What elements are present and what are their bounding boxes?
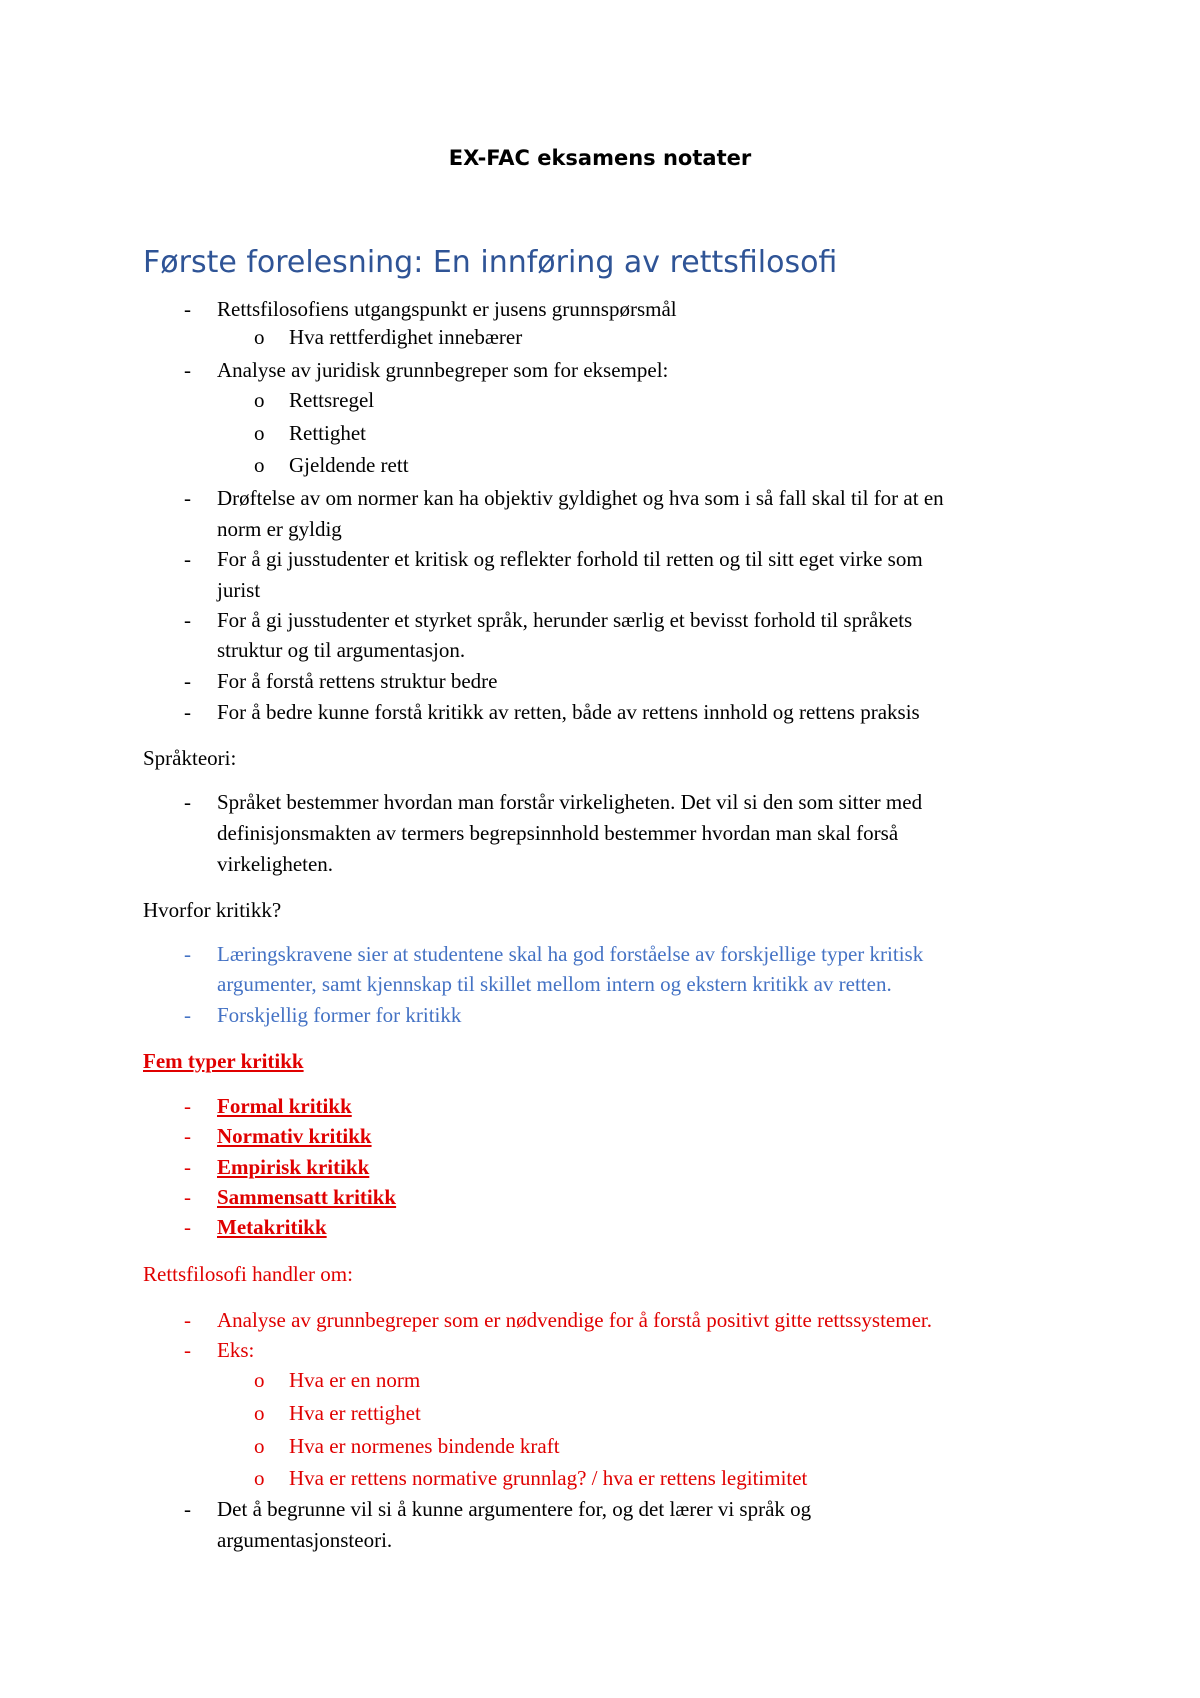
sub-list-item: Gjeldende rett [289, 453, 409, 477]
list-item: For å forstå rettens struktur bedre [217, 669, 498, 693]
kritikk-type-item: Metakritikk [217, 1215, 327, 1239]
list-item-continuation: struktur og til argumentasjon. [217, 638, 466, 662]
sub-bullet-circle: o [254, 1466, 265, 1490]
list-item-continuation: argumentasjonsteori. [217, 1528, 393, 1552]
bullet-dash: - [184, 297, 191, 321]
list-item-continuation: argumenter, samt kjennskap til skillet mellom intern og ekstern kritikk av retten. [217, 972, 892, 996]
sub-bullet-circle: o [254, 325, 265, 349]
sub-bullet-circle: o [254, 453, 265, 477]
list-item: Det å begrunne vil si å kunne argumentere for, og det lærer vi språk og [217, 1497, 812, 1521]
sub-list-item: Hva er rettighet [289, 1401, 421, 1425]
kritikk-type-item: Empirisk kritikk [217, 1155, 370, 1179]
sub-list-item: Hva rettferdighet innebærer [289, 325, 523, 349]
bullet-dash: - [184, 608, 191, 632]
bullet-dash: - [184, 486, 191, 510]
sub-bullet-circle: o [254, 1368, 265, 1392]
list-item-continuation: norm er gyldig [217, 517, 342, 541]
list-item: Læringskravene sier at studentene skal ha god forståelse av forskjellige typer kritisk [217, 942, 924, 966]
bullet-dash: - [184, 700, 191, 724]
list-item-continuation: definisjonsmakten av termers begrepsinnhold bestemmer hvordan man skal forså [217, 821, 899, 845]
list-item: For å gi jusstudenter et kritisk og reflekter forhold til retten og til sitt eget virke som [217, 547, 923, 571]
document-title: EX-FAC eksamens notater [448, 146, 752, 170]
kritikk-type-item: Normativ kritikk [217, 1124, 372, 1148]
section-label-fem-typer: Fem typer kritikk [143, 1049, 304, 1073]
bullet-dash: - [184, 1185, 191, 1209]
sub-list-item: Hva er en norm [289, 1368, 421, 1392]
section-label-sprakteori: Språkteori: [143, 746, 237, 770]
list-item: For å gi jusstudenter et styrket språk, herunder særlig et bevisst forhold til språkets [217, 608, 913, 632]
sub-bullet-circle: o [254, 1434, 265, 1458]
sub-list-item: Hva er rettens normative grunnlag? / hva er rettens legitimitet [289, 1466, 808, 1490]
section-label-rettsfilosofi: Rettsfilosofi handler om: [143, 1262, 353, 1286]
list-item: Forskjellig former for kritikk [217, 1003, 462, 1027]
bullet-dash: - [184, 1124, 191, 1148]
bullet-dash: - [184, 1215, 191, 1239]
list-item: Drøftelse av om normer kan ha objektiv gyldighet og hva som i så fall skal til for at en [217, 486, 944, 510]
sub-list-item: Rettighet [289, 421, 366, 445]
bullet-dash: - [184, 1003, 191, 1027]
lecture-heading: Første forelesning: En innføring av rettsfilosofi [143, 245, 838, 280]
list-item: Språket bestemmer hvordan man forstår virkeligheten. Det vil si den som sitter med [217, 790, 923, 814]
list-item: Analyse av grunnbegreper som er nødvendige for å forstå positivt gitte rettssystemer. [217, 1308, 932, 1332]
bullet-dash: - [184, 1308, 191, 1332]
list-item: Analyse av juridisk grunnbegreper som for eksempel: [217, 358, 669, 382]
sub-list-item: Hva er normenes bindende kraft [289, 1434, 560, 1458]
kritikk-type-item: Formal kritikk [217, 1094, 352, 1118]
sub-list-item: Rettsregel [289, 388, 375, 412]
bullet-dash: - [184, 1094, 191, 1118]
bullet-dash: - [184, 669, 191, 693]
list-item: Rettsfilosofiens utgangspunkt er jusens grunnspørsmål [217, 297, 677, 321]
bullet-dash: - [184, 1155, 191, 1179]
bullet-dash: - [184, 1338, 191, 1362]
list-item: For å bedre kunne forstå kritikk av retten, både av rettens innhold og rettens praksis [217, 700, 920, 724]
sub-bullet-circle: o [254, 1401, 265, 1425]
list-item: Eks: [217, 1338, 255, 1362]
sub-bullet-circle: o [254, 421, 265, 445]
bullet-dash: - [184, 358, 191, 382]
section-label-hvorfor-kritikk: Hvorfor kritikk? [143, 898, 282, 922]
sub-bullet-circle: o [254, 388, 265, 412]
bullet-dash: - [184, 1497, 191, 1521]
kritikk-type-item: Sammensatt kritikk [217, 1185, 397, 1209]
list-item-continuation: virkeligheten. [217, 852, 334, 876]
list-item-continuation: jurist [217, 578, 261, 602]
bullet-dash: - [184, 942, 191, 966]
bullet-dash: - [184, 547, 191, 571]
bullet-dash: - [184, 790, 191, 814]
